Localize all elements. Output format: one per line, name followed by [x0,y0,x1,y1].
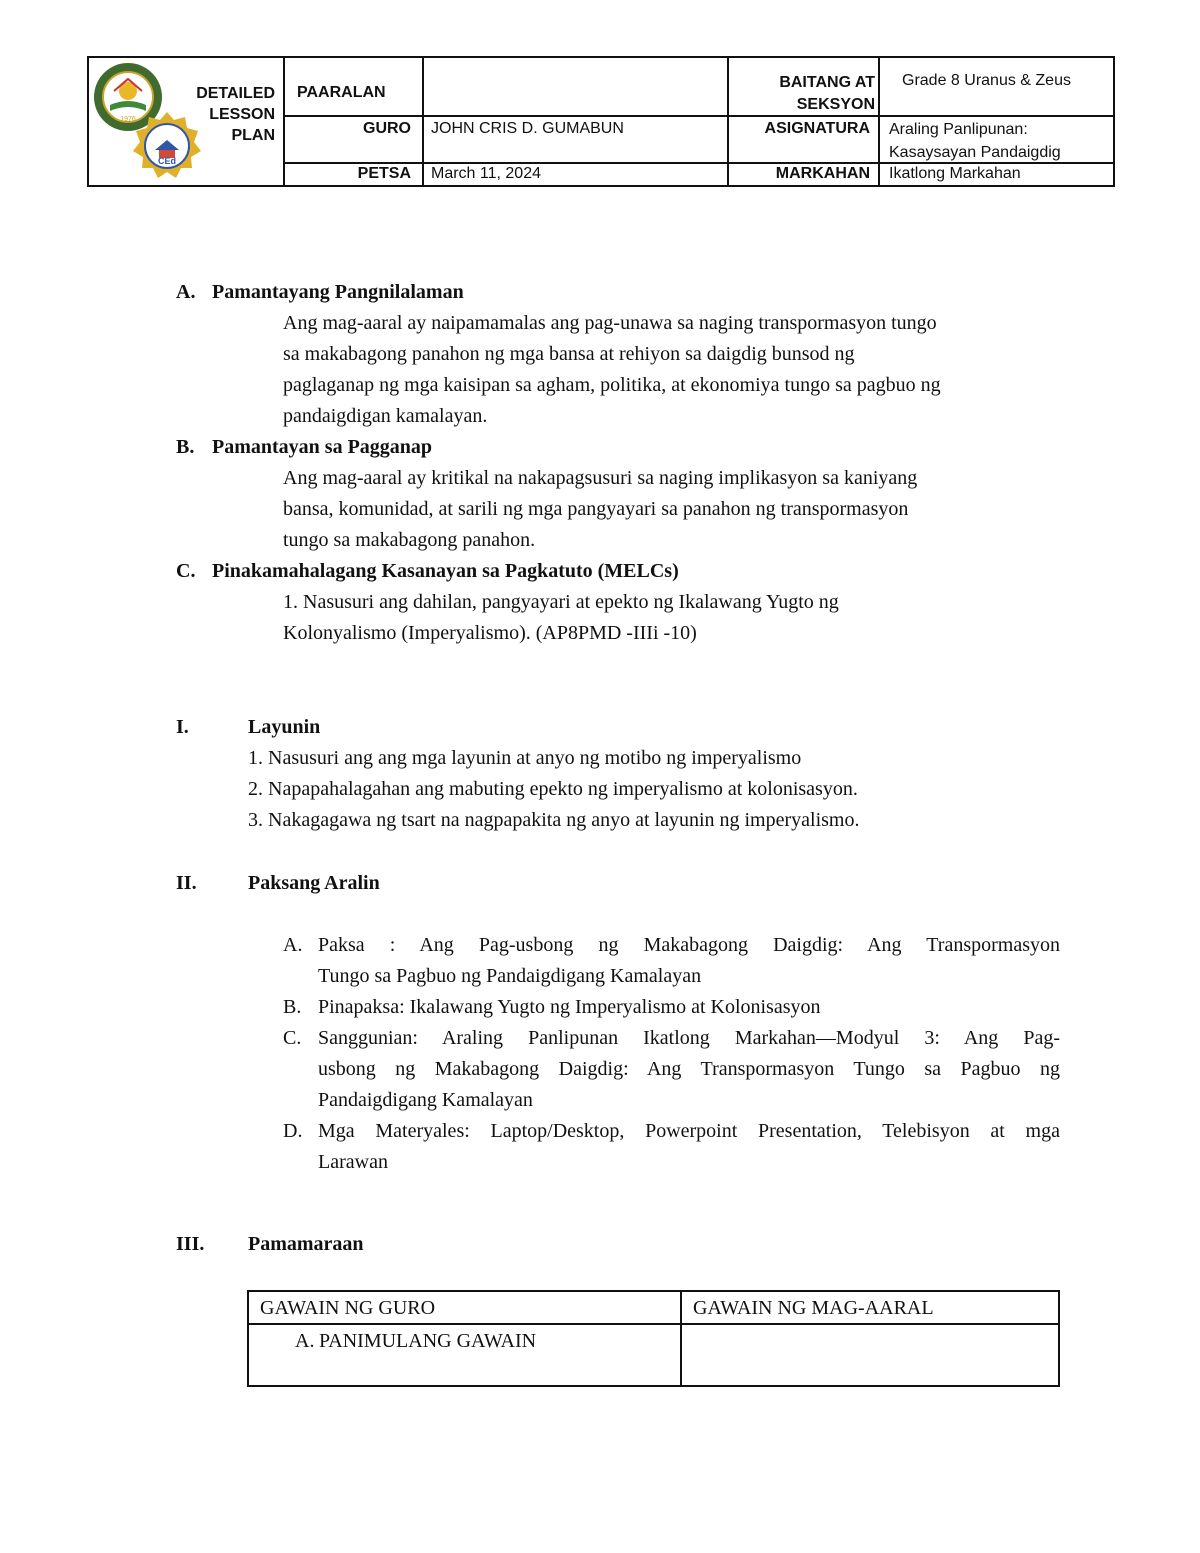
topic-letter: D. [283,1120,303,1142]
objective-item: 1. Nasusuri ang ang mga layunin at anyo ng motibo ng imperyalismo [248,747,802,769]
baitang-label-line: BAITANG AT [779,74,875,91]
standard-title: Pamantayan sa Pagganap [212,436,433,458]
college-logo-text: CEd [158,156,176,166]
text-line: tungo sa makabagong panahon. [283,529,536,551]
standard-title: Pamantayang Pangnilalaman [212,281,464,303]
header-table [87,56,1115,187]
standard-letter: B. [176,436,195,458]
standard-heading [176,432,1061,463]
topic-item [283,930,1060,992]
text-line: pandaigdigan kamalayan. [283,405,488,427]
guro-value: JOHN CRIS D. GUMABUN [431,120,624,137]
col-header-guro: GAWAIN NG GURO [260,1297,436,1319]
section-heading [176,712,1061,743]
seal-year: 1976 [120,116,136,123]
section-title: Pamamaraan [248,1233,364,1255]
paaralan-label: PAARALAN [297,84,386,101]
doc-type-line: LESSON [209,106,275,123]
text-line: Paksa : Ang Pag-usbong ng Makabagong Daigdig: Ang Transpormasyon [318,934,1060,956]
section-title: Layunin [248,716,321,738]
section-numeral: III. [176,1233,205,1255]
text-line: Tungo sa Pagbuo ng Pandaigdigang Kamalayan [318,965,702,987]
college-logo [131,110,203,182]
section-paksang-aralin-heading [176,868,380,899]
section-layunin [176,712,1061,836]
topic-letter: B. [283,996,302,1018]
standard-letter: C. [176,560,196,582]
asignatura-label: ASIGNATURA [764,120,870,137]
topic-letter: C. [283,1027,302,1049]
divider [680,1292,682,1385]
standard-heading [176,277,1061,308]
topic-letter: A. [283,934,303,956]
text-line: Pinapaksa: Ikalawang Yugto ng Imperyalismo at Kolonisasyon [318,996,821,1018]
topic-item [283,992,1060,1023]
col-header-mag-aaral: GAWAIN NG MAG-AARAL [693,1297,934,1319]
baitang-label [730,72,875,116]
divider [727,58,729,185]
topic-text [318,1023,1060,1116]
text-line: Ang mag-aaral ay kritikal na nakapagsusuri sa naging implikasyon sa kaniyang [283,467,918,489]
standard-title: Pinakamahalagang Kasanayan sa Pagkatuto (MELCs) [212,560,679,582]
petsa-label: PETSA [357,165,411,182]
topic-item [283,1116,1060,1178]
section-title: Paksang Aralin [248,872,380,894]
topic-text [318,1116,1060,1178]
petsa-value: March 11, 2024 [431,165,541,182]
markahan-value: Ikatlong Markahan [889,165,1021,182]
topic-list [283,930,1060,1178]
objective-item: 2. Napapahalagahan ang mabuting epekto ng imperyalismo at kolonisasyon. [248,778,858,800]
standard-c [176,556,1061,649]
divider [283,115,1113,117]
standard-letter: A. [176,281,196,303]
guro-label: GURO [363,120,411,137]
divider [878,58,880,185]
asignatura-value [889,118,1061,164]
standard-body [283,587,1061,649]
asignatura-value-line: Araling Panlipunan: [889,121,1028,138]
activity-letter: A. [295,1330,315,1352]
text-line: sa makabagong panahon ng mga bansa at rehiyon sa daigdig bunsod ng [283,343,855,365]
activity-title: PANIMULANG GAWAIN [319,1330,537,1352]
text-line: Mga Materyales: Laptop/Desktop, Powerpoint Presentation, Telebisyon at mga [318,1120,1060,1142]
table-row-panimula [295,1327,536,1355]
text-line: Larawan [318,1151,388,1173]
topic-item [283,1023,1060,1116]
standard-b [176,432,1061,556]
asignatura-value-line: Kasaysayan Pandaigdig [889,144,1061,161]
standard-a [176,277,1061,432]
doc-type [196,83,275,146]
markahan-label: MARKAHAN [775,165,870,182]
section-numeral: II. [176,872,197,894]
divider [422,58,424,185]
topic-text [318,992,1060,1023]
text-line: Pandaigdigang Kamalayan [318,1089,533,1111]
divider [249,1323,1058,1325]
standard-body [283,308,1061,432]
activities-table [247,1290,1060,1387]
baitang-value: Grade 8 Uranus & Zeus [902,72,1071,89]
doc-type-line: PLAN [231,127,275,144]
section-pamamaraan-heading [176,1229,364,1260]
standard-heading [176,556,1061,587]
objectives-list [248,743,1061,836]
standard-body [283,463,1061,556]
text-line: Kolonyalismo (Imperyalismo). (AP8PMD -IIIi -10) [283,622,697,644]
text-line: usbong ng Makabagong Daigdig: Ang Transpormasyon Tungo sa Pagbuo ng [318,1058,1060,1080]
topic-text [318,930,1060,992]
baitang-label-line: SEKSYON [796,96,875,113]
text-line: Sanggunian: Araling Panlipunan Ikatlong Markahan—Modyul 3: Ang Pag- [318,1027,1060,1049]
doc-type-line: DETAILED [196,85,275,102]
text-line: Ang mag-aaral ay naipamamalas ang pag-unawa sa naging transpormasyon tungo [283,312,937,334]
section-numeral: I. [176,716,189,738]
text-line: paglaganap ng mga kaisipan sa agham, politika, at ekonomiya tungo sa pagbuo ng [283,374,941,396]
objective-item: 3. Nakagagawa ng tsart na nagpapakita ng anyo at layunin ng imperyalismo. [248,809,860,831]
text-line: bansa, komunidad, at sarili ng mga pangyayari sa panahon ng transpormasyon [283,498,909,520]
text-line: 1. Nasusuri ang dahilan, pangyayari at epekto ng Ikalawang Yugto ng [283,591,839,613]
